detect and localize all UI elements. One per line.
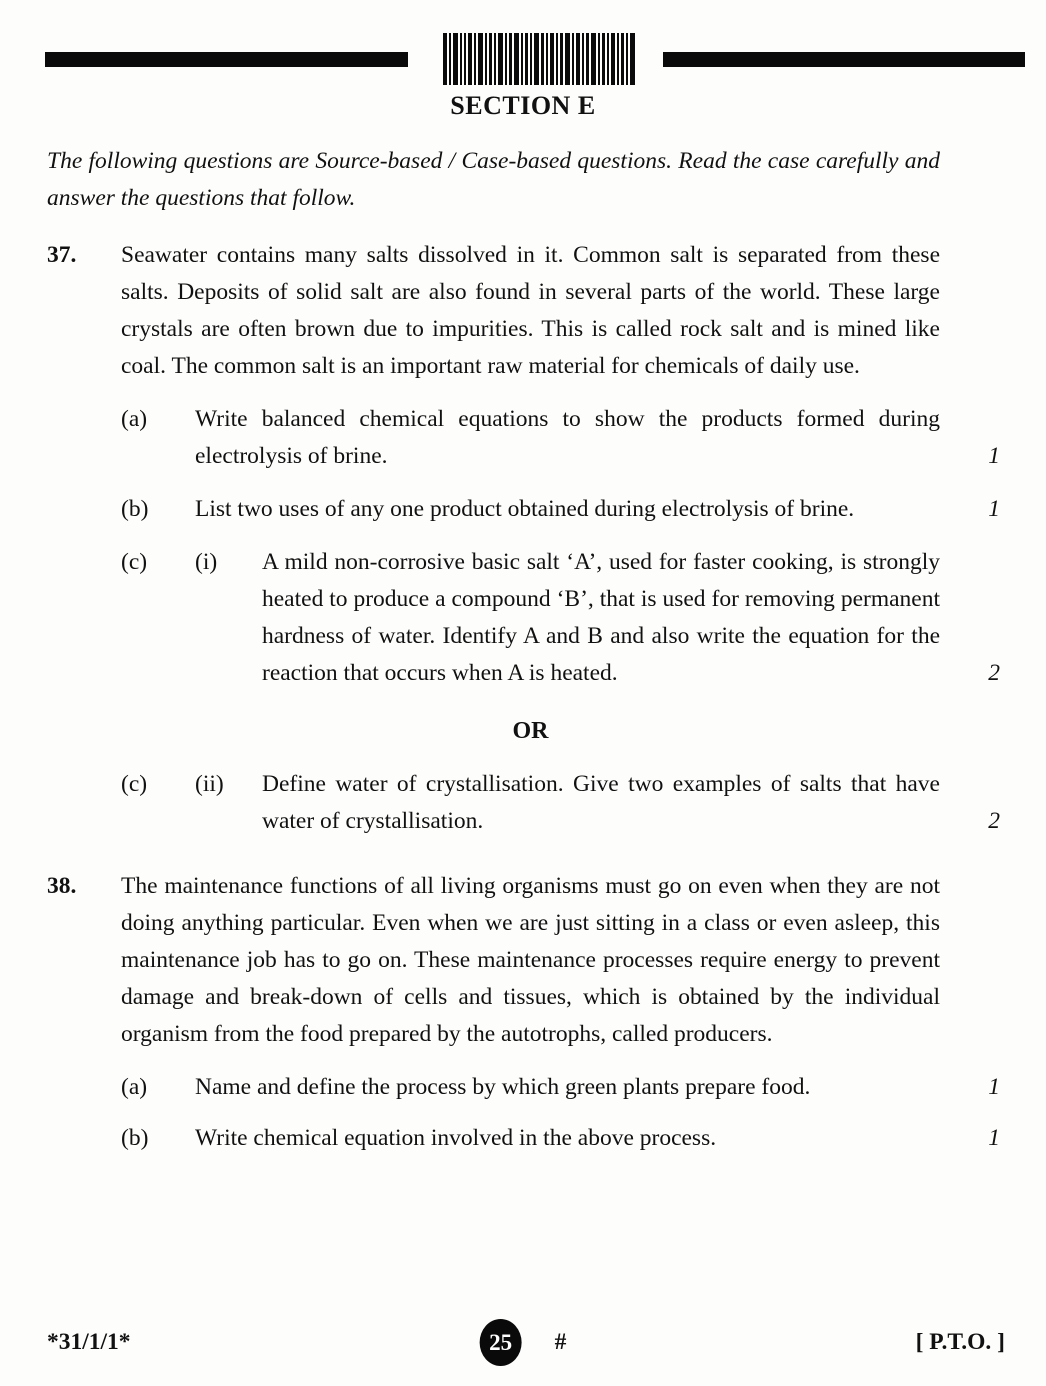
- question-passage: Seawater contains many salts dissolved in it. Common salt is separated from these salts. Deposits of solid salt are also found in several parts of the world. These large crystals are often brown due to impurities. This is called rock salt and is mined like coal. The common salt is an important raw material for chemicals of daily use.: [121, 242, 940, 379]
- footer-center: [480, 1319, 567, 1366]
- header-rule-left: [45, 52, 408, 67]
- question-number: 37.: [47, 242, 77, 268]
- page-header: [0, 0, 1046, 85]
- page-number-badge: 25: [480, 1319, 522, 1366]
- question-passage: The maintenance functions of all living organisms must go on even when they are not doing anything particular. Even when we are just sitting in a class or even asleep, this maintenance job has to go on. These maintenance processes require energy to prevent damage and break-down of cells and tissues, which is obtained by the individual organism from the food prepared by the autotrophs, called producers.: [121, 873, 940, 1047]
- paper-code: *31/1/1*: [47, 1329, 131, 1355]
- question-body: [121, 868, 1000, 1157]
- part-row-37c-i: [121, 544, 1000, 692]
- part-row-38b: [121, 1120, 1000, 1157]
- marks-value: 1: [988, 443, 1000, 469]
- part-label: (b): [121, 1125, 149, 1151]
- marks-value: 1: [988, 1125, 1000, 1151]
- hash-mark: #: [554, 1329, 567, 1355]
- part-text: Define water of crystallisation. Give two examples of salts that have water of crystallisation.: [262, 771, 940, 834]
- part-sub-label: (i): [195, 549, 218, 575]
- part-text: Write balanced chemical equations to show the products formed during electrolysis of brine.: [195, 406, 940, 469]
- question-number: 38.: [47, 873, 77, 899]
- part-text: A mild non-corrosive basic salt ‘A’, used for faster cooking, is strongly heated to produce a compound ‘B’, that is used for removing permanent hardness of water. Identify A and B and also write the equation for the reaction that occurs when A is heated.: [262, 549, 940, 686]
- or-separator: OR: [512, 718, 549, 744]
- marks-value: 1: [988, 1074, 1000, 1100]
- barcode-icon: [443, 33, 635, 85]
- part-label: (c): [121, 771, 148, 797]
- section-instructions: The following questions are Source-based / Case-based questions. Read the case carefully and answer the questions that follow.: [47, 148, 940, 211]
- part-label: (b): [121, 496, 149, 522]
- header-rule-right: [663, 52, 1026, 67]
- part-text: Write chemical equation involved in the above process.: [195, 1125, 717, 1151]
- marks-value: 2: [988, 808, 1000, 834]
- section-title: SECTION E: [450, 91, 596, 120]
- part-label: (a): [121, 1074, 148, 1100]
- part-label: (c): [121, 549, 148, 575]
- question-body: [121, 237, 1000, 840]
- part-text: Name and define the process by which green plants prepare food.: [195, 1074, 811, 1100]
- part-text: List two uses of any one product obtained during electrolysis of brine.: [195, 496, 855, 522]
- part-row-38a: [121, 1069, 1000, 1106]
- page-footer: [0, 1329, 1046, 1356]
- question-38: [0, 868, 1046, 1157]
- marks-value: 2: [988, 660, 1000, 686]
- part-row-37c-ii: [121, 766, 1000, 840]
- question-37: [0, 237, 1046, 840]
- part-label: (a): [121, 406, 148, 432]
- part-row-37a: [121, 401, 1000, 475]
- part-row-37b: [121, 491, 1000, 528]
- part-sub-label: (ii): [195, 771, 224, 797]
- marks-value: 1: [988, 496, 1000, 522]
- pto-label: [ P.T.O. ]: [915, 1329, 1005, 1355]
